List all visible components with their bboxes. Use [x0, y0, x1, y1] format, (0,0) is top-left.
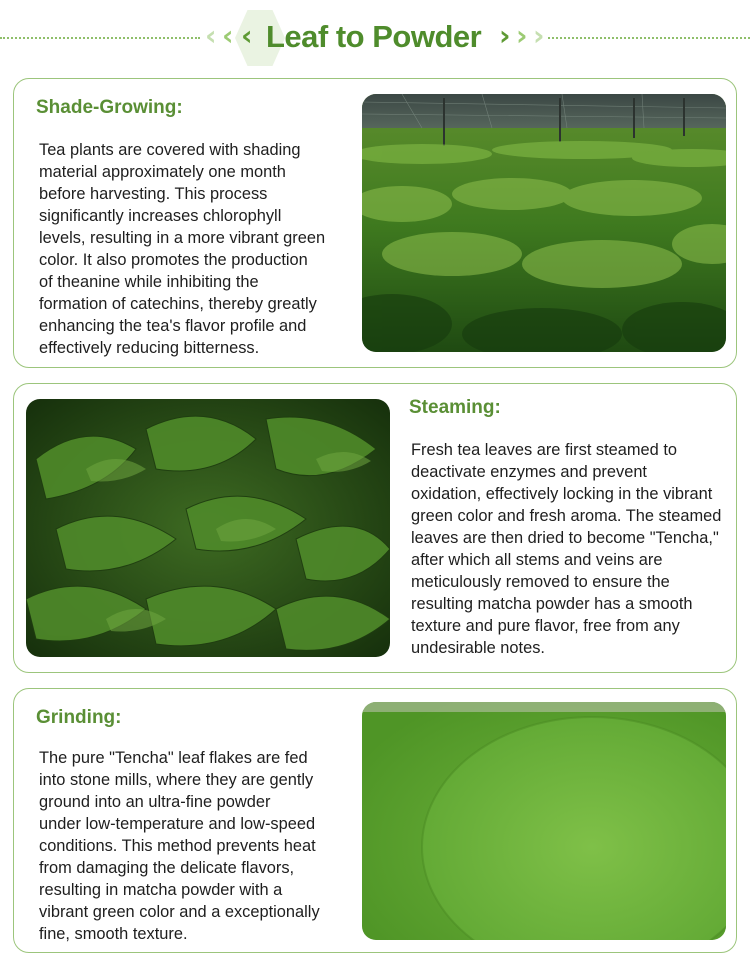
text-line: significantly increases chlorophyll: [39, 207, 282, 225]
chevron-right-icon: ›: [499, 19, 511, 52]
text-line: formation of catechins, thereby greatly: [39, 295, 317, 313]
dried-leaves-photo: [26, 399, 390, 657]
text-line: deactivate enzymes and prevent: [411, 463, 647, 481]
chevron-left-icon: ‹: [222, 19, 234, 52]
matcha-powder-photo: [362, 702, 726, 940]
text-line: green color and fresh aroma. The steamed: [411, 507, 722, 525]
dotted-divider-left: [0, 37, 200, 39]
text-line: texture and pure flavor, free from any: [411, 617, 680, 635]
tea-field-photo-icon: [362, 94, 726, 352]
chevron-right-icon: ›: [516, 19, 528, 52]
tea-field-photo: [362, 94, 726, 352]
text-line: effectively reducing bitterness.: [39, 339, 260, 357]
text-line: levels, resulting in a more vibrant green: [39, 229, 326, 247]
grinding-card: [13, 688, 737, 953]
section-heading: Steaming:: [409, 397, 501, 418]
matcha-powder-photo-icon: [362, 702, 726, 940]
text-line: meticulously removed to ensure the: [411, 573, 670, 591]
section-description: [39, 139, 357, 359]
text-line: vibrant green color and a exceptionally: [39, 903, 320, 921]
dried-leaves-photo-icon: [26, 399, 390, 657]
text-line: resulting in matcha powder with a: [39, 881, 283, 899]
text-line: of theanine while inhibiting the: [39, 273, 259, 291]
chevron-right-icon: ›: [533, 19, 545, 52]
text-line: under low-temperature and low-speed: [39, 815, 316, 833]
text-line: material approximately one month: [39, 163, 286, 181]
text-line: before harvesting. This process: [39, 185, 268, 203]
shade-growing-card: [13, 78, 737, 368]
text-line: from damaging the delicate flavors,: [39, 859, 295, 877]
chevron-left-icon: ‹: [205, 19, 217, 52]
text-line: The pure "Tencha" leaf flakes are fed: [39, 749, 308, 767]
section-heading: Grinding:: [36, 707, 122, 728]
text-line: color. It also promotes the production: [39, 251, 308, 269]
section-description: [411, 439, 731, 659]
text-line: undesirable notes.: [411, 639, 545, 657]
text-line: into stone mills, where they are gently: [39, 771, 314, 789]
text-line: resulting matcha powder has a smooth: [411, 595, 693, 613]
text-line: conditions. This method prevents heat: [39, 837, 316, 855]
text-line: fine, smooth texture.: [39, 925, 188, 943]
text-line: after which all stems and veins are: [411, 551, 663, 569]
text-line: Fresh tea leaves are first steamed to: [411, 441, 678, 459]
text-line: Tea plants are covered with shading: [39, 141, 301, 159]
dotted-divider-right: [548, 37, 750, 39]
text-line: ground into an ultra-fine powder: [39, 793, 271, 811]
page-title: Leaf to Powder: [266, 19, 482, 54]
section-description: [39, 747, 357, 945]
steaming-card: [13, 383, 737, 673]
chevron-left-icon: ‹: [241, 19, 253, 52]
text-line: enhancing the tea's flavor profile and: [39, 317, 307, 335]
text-line: oxidation, effectively locking in the vibrant: [411, 485, 713, 503]
section-header: [0, 0, 750, 76]
text-line: leaves are then dried to become "Tencha,": [411, 529, 719, 547]
section-heading: Shade-Growing:: [36, 97, 183, 118]
